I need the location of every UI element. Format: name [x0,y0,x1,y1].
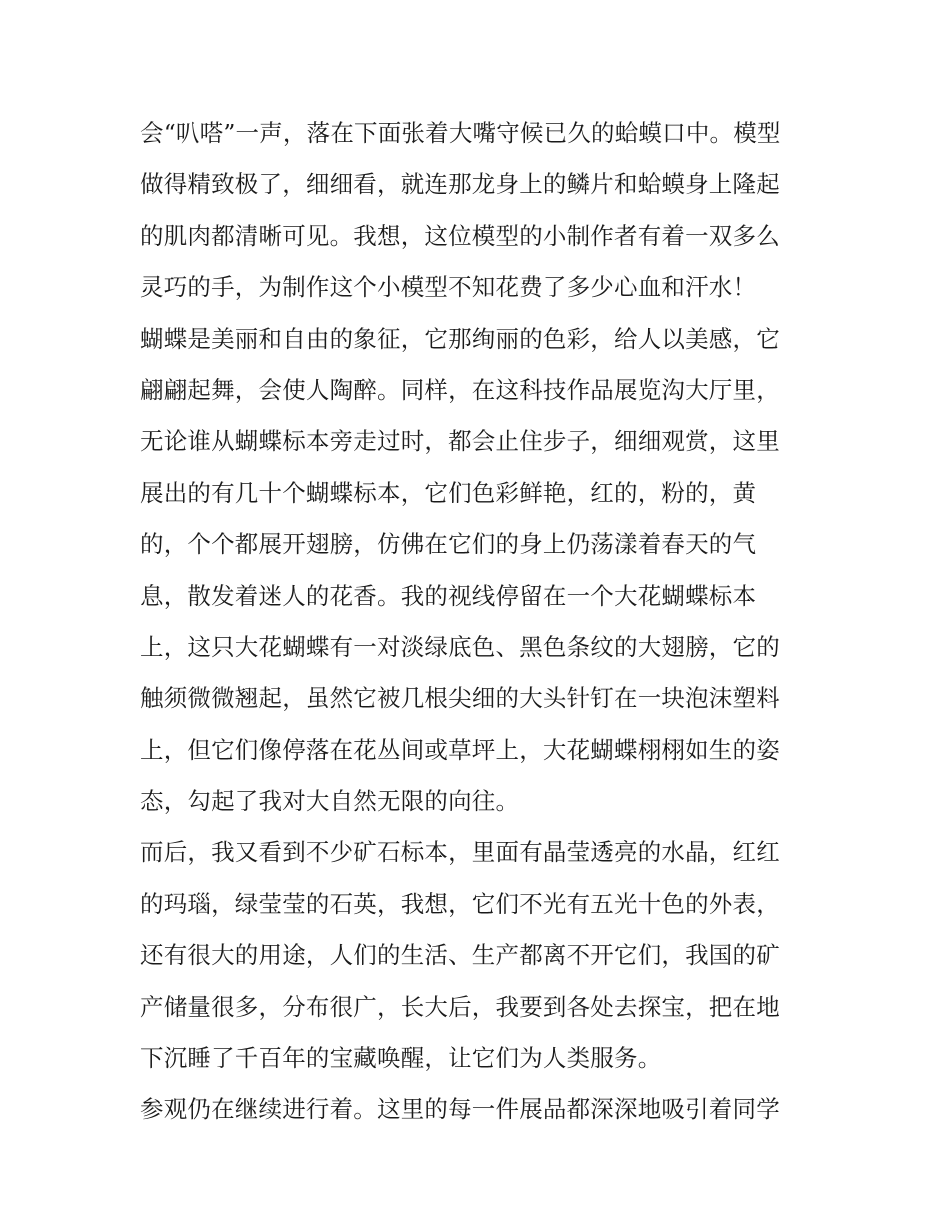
text-line-11: 上，这只大花蝴蝶有一对淡绿底色、黑色条纹的大翅膀，它的 [140,632,780,661]
text-line-10: 息，散发着迷人的花香。我的视线停留在一个大花蝴蝶标本 [140,581,757,610]
text-line-13: 上，但它们像停落在花丛间或草坪上，大花蝴蝶栩栩如生的姿 [140,735,780,764]
text-line-19: 下沉睡了千百年的宝藏唤醒，让它们为人类服务。 [140,1044,662,1073]
text-line-17: 还有很大的用途，人们的生活、生产都离不开它们，我国的矿 [140,941,780,970]
text-line-16: 的玛瑙，绿莹莹的石英，我想，它们不光有五光十色的外表， [140,889,780,918]
text-line-14: 态，勾起了我对大自然无限的向往。 [140,787,520,816]
text-line-5: 蝴蝶是美丽和自由的象征，它那绚丽的色彩，给人以美感，它 [140,324,780,353]
text-line-7: 无论谁从蝴蝶标本旁走过时，都会止住步子，细细观赏，这里 [140,427,780,456]
text-line-1: 会“叭嗒”一声，落在下面张着大嘴守候已久的蛤蟆口中。模型 [140,119,781,147]
text-line-6: 翩翩起舞，会使人陶醉。同样，在这科技作品展览沟大厅里， [140,375,780,404]
body-text [140,108,820,1136]
text-line-8: 展出的有几十个蝴蝶标本，它们色彩鲜艳，红的，粉的，黄 [140,478,757,507]
text-line-2: 做得精致极了，细细看，就连那龙身上的鳞片和蛤蟆身上隆起 [140,170,780,199]
text-line-20: 参观仍在继续进行着。这里的每一件展品都深深地吸引着同学 [140,1095,780,1124]
text-line-15: 而后，我又看到不少矿石标本，里面有晶莹透亮的水晶，红红 [140,838,780,867]
text-line-4: 灵巧的手，为制作这个小模型不知花费了多少心血和汗水！ [140,273,757,302]
text-line-18: 产储量很多，分布很广，长大后，我要到各处去探宝，把在地 [140,992,780,1021]
text-line-9: 的，个个都展开翅膀，仿佛在它们的身上仍荡漾着春天的气 [140,530,757,559]
text-line-3: 的肌肉都清晰可见。我想，这位模型的小制作者有着一双多么 [140,221,780,250]
text-line-12: 触须微微翘起，虽然它被几根尖细的大头针钉在一块泡沫塑料 [140,684,780,713]
